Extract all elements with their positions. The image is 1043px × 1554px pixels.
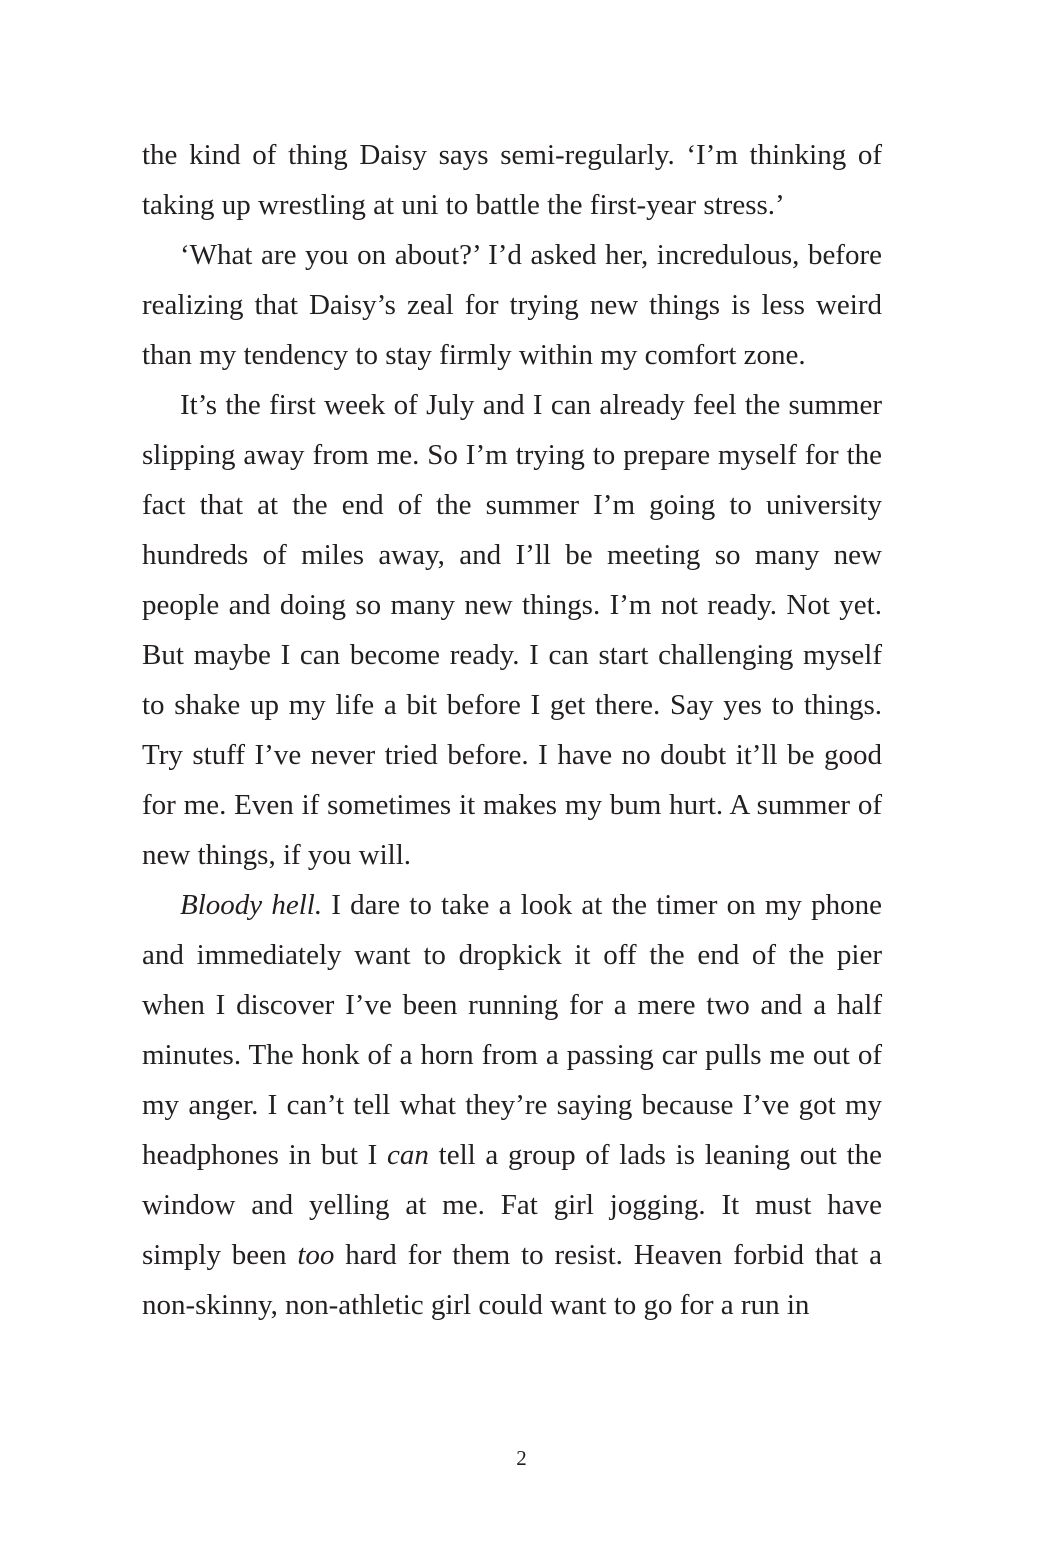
italic-bloody-hell: Bloody hell. (180, 889, 323, 921)
italic-too: too (297, 1239, 335, 1271)
body-text (142, 130, 882, 1330)
paragraph-2: ‘What are you on about?’ I’d asked her, incredulous, before realizing that Daisy’s zeal for trying new things is less weird than my tendency to stay firmly within my comfort zone. (142, 239, 882, 371)
paragraph-4 (142, 880, 882, 1330)
page-number: 2 (516, 1446, 527, 1470)
paragraph-4-text-a: I dare to take a look at the timer on my phone and immediately want to dropkick it off the end of the pier when I discover I’ve been running for a mere two and a half minutes. The honk of a horn from a passing car pulls me out of my anger. I can’t tell what they’re saying because I’ve got my headphones in but I (142, 889, 882, 1171)
paragraph-4-text-b: tell a group of lads is leaning out the window and yelling at me. Fat girl jogging. It must have simply been (142, 1139, 882, 1271)
paragraph-4-text-c: hard for them to resist. Heaven forbid that a non-skinny, non-athletic girl could want to go for a run in (142, 1239, 882, 1321)
paragraph-1: the kind of thing Daisy says semi-regularly. ‘I’m thinking of taking up wrestling at uni to battle the first-year stress.’ (142, 139, 882, 221)
italic-can: can (387, 1139, 429, 1171)
paragraph-3: It’s the first week of July and I can already feel the summer slipping away from me. So I’m trying to prepare myself for the fact that at the end of the summer I’m going to university hundreds of miles away, and I’ll be meeting so many new people and doing so many new things. I’m not ready. Not yet. But maybe I can become ready. I can start challenging myself to shake up my life a bit before I get there. Say yes to things. Try stuff I’ve never tried before. I have no doubt it’ll be good for me. Even if sometimes it makes my bum hurt. A summer of new things, if you will. (142, 389, 882, 871)
